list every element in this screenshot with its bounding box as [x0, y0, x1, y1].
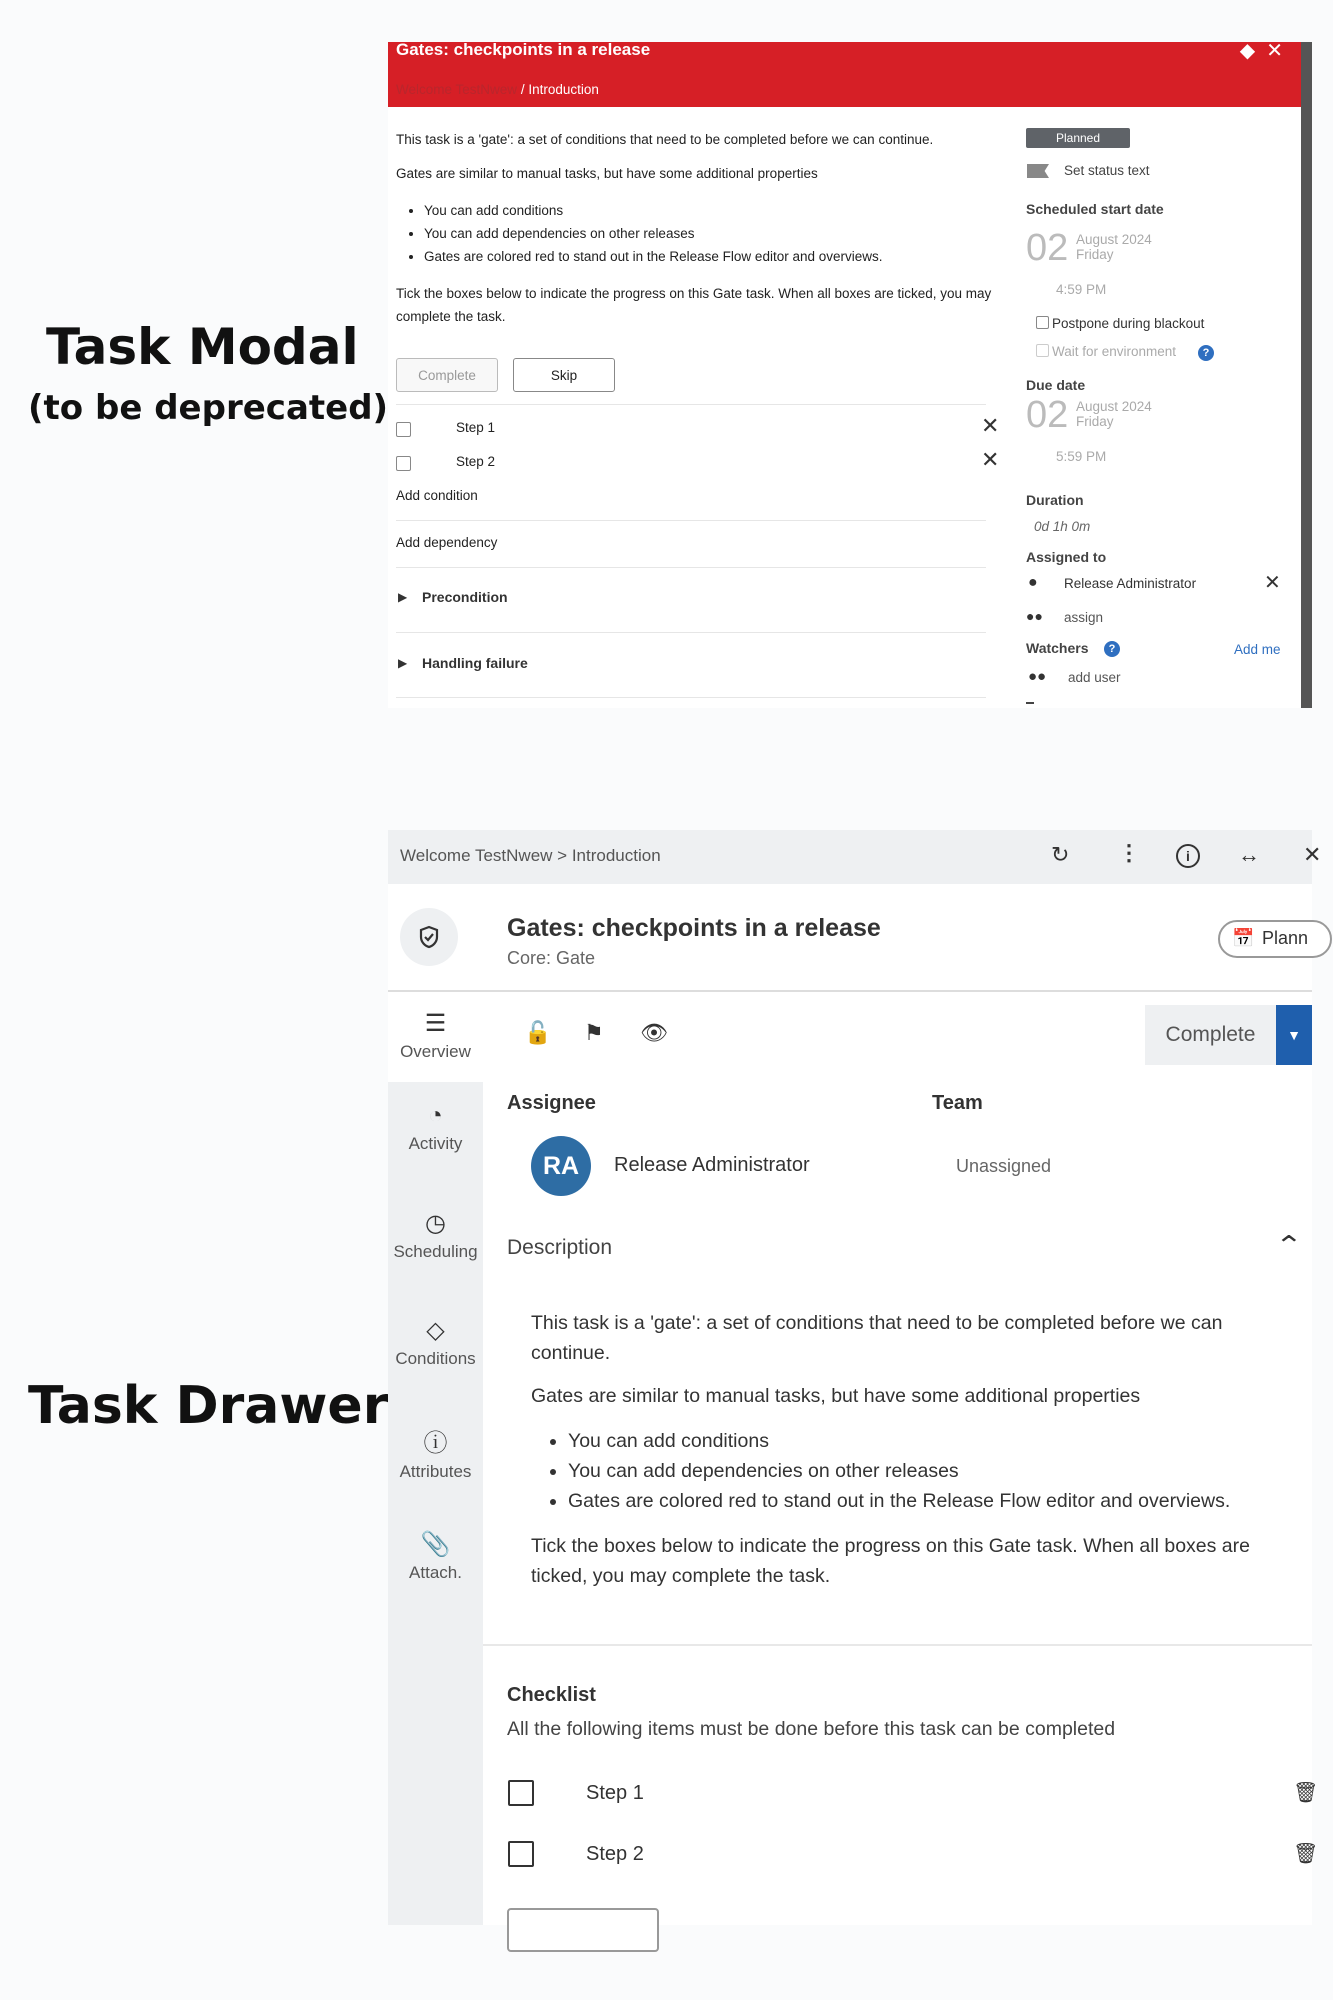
start-weekday: Friday	[1076, 247, 1114, 262]
divider	[396, 697, 986, 698]
calendar-icon: 📅	[1232, 928, 1255, 948]
trash-icon[interactable]: 🗑	[1293, 1843, 1319, 1865]
modal-desc-p3: Tick the boxes below to indicate the progress on this Gate task. When all boxes are ticked, you may complete the task.	[396, 286, 992, 324]
drawer-subtitle: Core: Gate	[507, 948, 596, 968]
postpone-label: Postpone during blackout	[1052, 316, 1205, 331]
complete-dropdown-button[interactable]	[1276, 1005, 1312, 1065]
status-button[interactable]	[1218, 920, 1332, 958]
clock-icon: ◷	[425, 1210, 446, 1237]
task-modal	[388, 42, 1312, 708]
nav-activity-label: Activity	[408, 1134, 463, 1153]
list-icon: ☰	[424, 1010, 447, 1037]
nav-attributes-label: Attributes	[399, 1462, 472, 1481]
due-month-year: August 2024	[1076, 399, 1152, 414]
shield-check-icon	[418, 925, 440, 949]
step-1-checkbox[interactable]	[396, 422, 411, 437]
divider	[483, 1644, 1312, 1646]
description-toggle[interactable]: Description	[507, 1236, 613, 1259]
due-weekday: Friday	[1076, 414, 1114, 429]
team-value[interactable]: Unassigned	[956, 1156, 1052, 1176]
drawer-desc-p1: This task is a 'gate': a set of conditions that need to be completed before we can continue.	[531, 1312, 1223, 1364]
drawer-desc-p3: Tick the boxes below to indicate the progress on this Gate task. When all boxes are ticked, you may complete the task.	[531, 1535, 1250, 1587]
task-modal-subheading: (to be deprecated)	[28, 388, 389, 428]
divider	[396, 520, 986, 521]
assignee-name[interactable]: Release Administrator	[1064, 576, 1197, 591]
step-2-label: Step 2	[456, 454, 496, 469]
nav-overview[interactable]	[388, 995, 483, 1082]
modal-breadcrumb	[396, 82, 599, 97]
assign-link[interactable]: assign	[1064, 610, 1104, 625]
due-time[interactable]: 5:59 PM	[1056, 449, 1107, 464]
complete-button[interactable]: Complete	[396, 358, 498, 392]
diamond-icon: ◇	[426, 1317, 445, 1344]
add-me-link[interactable]: Add me	[1234, 642, 1281, 657]
nav-overview-label: Overview	[400, 1042, 471, 1061]
assigned-to-label: Assigned to	[1026, 549, 1107, 565]
info-icon[interactable]: i	[1176, 844, 1200, 868]
lock-icon[interactable]: 🔓	[524, 1020, 552, 1045]
diamond-icon[interactable]: ◆	[1239, 40, 1256, 62]
list-item: • Gates are colored red to stand out in the Release Flow editor and overviews.	[568, 1486, 1230, 1516]
flag-icon[interactable]: ⚑	[584, 1020, 604, 1045]
add-dependency-link[interactable]: Add dependency	[396, 535, 498, 550]
start-month-year: August 2024	[1076, 232, 1152, 247]
task-drawer-heading: Task Drawer	[28, 1376, 389, 1436]
user-icon: ●	[1028, 574, 1038, 591]
modal-breadcrumb-current: / Introduction	[520, 82, 599, 97]
step-2-checkbox[interactable]	[508, 1841, 534, 1867]
step-2-checkbox[interactable]	[396, 456, 411, 471]
assignee-label: Assignee	[507, 1092, 596, 1114]
start-time[interactable]: 4:59 PM	[1056, 282, 1107, 297]
nav-attributes[interactable]	[388, 1423, 483, 1482]
nav-conditions[interactable]	[388, 1316, 483, 1369]
list-item: • Gates are colored red to stand out in the Release Flow editor and overviews.	[424, 245, 883, 268]
wait-env-label: Wait for environment	[1052, 344, 1177, 359]
set-status-text-link[interactable]: Set status text	[1064, 163, 1150, 178]
remove-step-1-icon[interactable]: ✕	[981, 413, 1000, 438]
expand-horizontal-icon[interactable]: ↔	[1238, 842, 1260, 867]
drawer-topbar	[388, 830, 1322, 884]
more-vertical-icon[interactable]: ⋮	[1118, 840, 1140, 865]
status-badge[interactable]: Planned	[1026, 128, 1130, 148]
caret-down-icon: ▼	[1287, 1027, 1301, 1043]
complete-button[interactable]: Complete	[1145, 1005, 1276, 1065]
precondition-toggle[interactable]: Precondition	[422, 589, 508, 605]
nav-conditions-label: Conditions	[395, 1349, 476, 1368]
breadcrumb-separator: >	[557, 846, 568, 865]
checklist-label: Checklist	[507, 1684, 596, 1706]
chevron-up-icon[interactable]: ⌃	[1274, 1230, 1304, 1260]
add-condition-link[interactable]: Add condition	[396, 488, 478, 503]
help-icon[interactable]: ?	[1198, 345, 1214, 361]
remove-assignee-icon[interactable]: ✕	[1264, 572, 1281, 594]
step-1-checkbox[interactable]	[508, 1780, 534, 1806]
team-label: Team	[932, 1092, 983, 1114]
list-item: • You can add conditions	[424, 199, 883, 222]
divider	[388, 990, 1312, 992]
watchers-label: Watchers	[1026, 640, 1089, 656]
gate-icon-wrap	[400, 908, 458, 966]
drawer-desc-bullets	[531, 1426, 1230, 1516]
postpone-checkbox[interactable]	[1036, 316, 1049, 329]
duration-value[interactable]: 0d 1h 0m	[1034, 519, 1091, 534]
status-button-label: Plann	[1262, 928, 1309, 948]
wait-env-checkbox[interactable]	[1036, 344, 1049, 357]
modal-header	[388, 42, 1301, 107]
duration-label: Duration	[1026, 492, 1084, 508]
refresh-icon[interactable]: ↻	[1051, 842, 1070, 867]
add-user-link[interactable]: add user	[1068, 670, 1121, 685]
trash-icon[interactable]: 🗑	[1293, 1782, 1319, 1804]
modal-desc-p1: This task is a 'gate': a set of conditions that need to be completed before we can continue.	[396, 132, 934, 147]
caret-right-icon: ▶	[398, 590, 408, 604]
add-item-button[interactable]	[507, 1908, 659, 1952]
due-day[interactable]: 02	[1026, 394, 1069, 436]
modal-desc-bullets	[396, 199, 883, 268]
task-drawer	[388, 830, 1322, 1925]
close-icon[interactable]: ✕	[1303, 842, 1322, 867]
handling-failure-toggle[interactable]: Handling failure	[422, 655, 528, 671]
divider	[396, 567, 986, 568]
due-date-label: Due date	[1026, 377, 1086, 393]
eye-icon[interactable]: 👁	[640, 1020, 668, 1045]
step-2-label: Step 2	[586, 1843, 644, 1865]
flag-icon	[1027, 164, 1049, 178]
breadcrumb-current: Introduction	[571, 846, 661, 865]
scheduled-start-label: Scheduled start date	[1026, 201, 1164, 217]
remove-step-2-icon[interactable]: ✕	[981, 447, 1000, 472]
nav-attachments-label: Attach.	[409, 1563, 462, 1582]
nav-scheduling-label: Scheduling	[393, 1242, 478, 1261]
drawer-breadcrumb	[400, 846, 661, 866]
start-day[interactable]: 02	[1026, 227, 1069, 269]
nav-scheduling[interactable]	[388, 1209, 483, 1262]
assignee-name[interactable]: Release Administrator	[614, 1154, 810, 1176]
skip-button[interactable]: Skip	[513, 358, 615, 392]
modal-scrollbar[interactable]	[1301, 42, 1312, 708]
nav-activity[interactable]	[388, 1102, 483, 1154]
modal-breadcrumb-parent[interactable]: Welcome TestNwew	[396, 82, 518, 97]
drawer-desc-p2: Gates are similar to manual tasks, but have some additional properties	[531, 1385, 1141, 1407]
binoculars-icon: ●●	[1028, 668, 1047, 685]
list-item: • You can add conditions	[568, 1426, 1230, 1456]
help-icon[interactable]: ?	[1104, 641, 1120, 657]
paperclip-icon: 📎	[420, 1531, 451, 1558]
drawer-sidenav	[388, 995, 483, 1925]
modal-title: Gates: checkpoints in a release	[396, 40, 651, 59]
info-circle-icon: ⓘ	[423, 1430, 448, 1457]
divider	[396, 404, 986, 405]
step-1-label: Step 1	[456, 420, 496, 435]
checklist-subtitle: All the following items must be done before this task can be completed	[507, 1718, 1116, 1740]
divider	[396, 632, 986, 633]
list-item: • You can add dependencies on other releases	[568, 1456, 1230, 1486]
task-modal-heading: Task Modal	[46, 318, 359, 376]
caret-right-icon: ▶	[398, 656, 408, 670]
list-item: • You can add dependencies on other releases	[424, 222, 883, 245]
drawer-title: Gates: checkpoints in a release	[507, 914, 881, 942]
close-icon[interactable]: ✕	[1266, 40, 1283, 62]
step-1-label: Step 1	[586, 1782, 644, 1804]
breadcrumb-parent[interactable]: Welcome TestNwew	[400, 846, 553, 865]
nav-attachments[interactable]	[388, 1530, 483, 1583]
users-icon: ●●	[1026, 608, 1043, 624]
divider	[1026, 702, 1034, 704]
modal-header-icons	[1240, 38, 1283, 63]
avatar: RA	[531, 1136, 591, 1196]
modal-desc-p2: Gates are similar to manual tasks, but have some additional properties	[396, 166, 818, 181]
pie-chart-icon: ◔	[428, 1102, 443, 1129]
